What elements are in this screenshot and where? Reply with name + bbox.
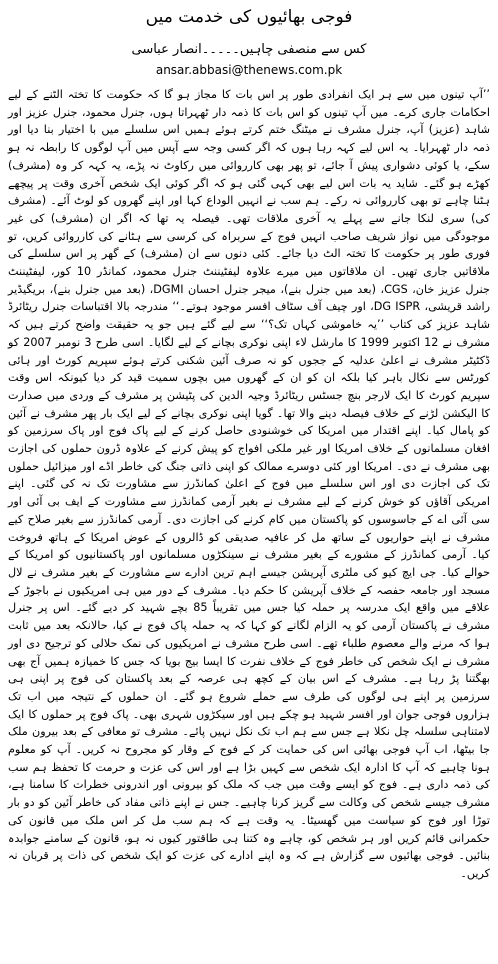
article-body: ’’آپ تینوں میں سے ہر ایک انفرادی طور پر اس بات کا مجاز ہو گا کہ حکومت کا تختہ الٹنے کے لیے احکامات جاری کرے۔ میں آپ تینوں کو اس بات کا ذمہ دار ٹھہراتا ہوں، جنرل محمود، جنرل عزیز اور شاہد (عزیز) آپ، جنرل مشرف نے میٹنگ ختم کرتے ہوئے ہمیں اس سلسلے میں با اختیار بنا دیا اور ذمہ دار ٹھہرایا۔ یہ اس لیے کہہ رہا ہوں کہ اگر کسی وجہ سے آپس میں آپ لوگوں کا رابطہ نہ ہو سکے، یا کوئی دشواری پیش آ جائے، تو پھر بھی کارروائی میں رکاوٹ نہ پڑے، یہ کہہ کر وہ (مشرف) کھڑے ہو گئے۔ شاید یہ بات اس لیے بھی کہی گئی ہو کہ اگر کوئی ایک شخص آخری وقت پر پیچھے ہٹنا چاہے تو بھی کارروائی نہ رکے۔ ہم سب نے انہیں الوداع کہا اور اپنے گھروں کو لوٹ آئے۔ (مشرف کی) سری لنکا جانے سے پہلے یہ آخری ملاقات تھی۔ فیصلہ یہ تھا کہ اگر ان (مشرف) کی غیر موجودگی میں نواز شریف صاحب انہیں فوج کے سربراہ کی کرسی سے ہٹانے کی کارروائی کریں، تو فوری طور پر حکومت کا تختہ الٹ دیا جائے۔ کئی دنوں سے ان (مشرف) کے گھر پر اس سلسلے کی ملاقاتیں جاری تھیں۔ ان ملاقاتوں میں میرے علاوہ لیفٹیننٹ جنرل محمود، کمانڈر 10 کور، لیفٹیننٹ جنرل عزیز خان، CGS، (بعد میں جنرل بنے)، میجر جنرل احسان DGMI، (بعد میں جنرل بنے)، بریگیڈیر راشد قریشی، DG ISPR، اور چیف آف سٹاف افسر موجود ہوتے۔‘‘ مندرجہ بالا اقتباسات جنرل ریٹائرڈ شاہد عزیز کی کتاب ’’یہ خاموشی کہاں تک؟‘‘ سے لیے گئے ہیں جو یہ حقیقت واضح کرتے ہیں کہ مشرف نے 12 اکتوبر 1999 کا مارشل لاء اپنی نوکری بچانے کے لیے لگایا۔ اسی طرح 3 نومبر 2007 کو ڈکٹیٹر مشرف نے اعلیٰ عدلیہ کے ججوں کو نہ صرف آئین شکنی کرتے ہوئے سپریم کورٹ اور ہائی کورٹس سے نکال باہر کیا بلکہ ان کو ان کے گھروں میں بچوں سمیت قید کر دیا کیونکہ اس وقت سپریم کورٹ کا ایک لارجر بنچ جسٹس ریٹائرڈ وجیہ الدین کی پٹیشن پر مشرف کے وردی میں صدارت کا الیکشن لڑنے کے خلاف فیصلہ دینے والا تھا۔ گویا اپنی نوکری بچانے کے لیے ایک بار پھر مشرف نے آئین کو پامال کیا۔ اپنے اقتدار میں امریکا کی خوشنودی حاصل کرنے کے لیے پاک فوج اور پاک سرزمین کو افغان مسلمانوں کے خلاف امریکا اور غیر ملکی افواج کو پیش کرنے کے علاوہ ڈرون حملوں کی اجازت بھی مشرف نے دی۔ امریکا اور کئی دوسرے ممالک کو اپنی ذاتی جنگ کی خاطر اڈے اور میزائیل حملوں تک کی اجازت دی اور اس سلسلے میں فوج کے اعلیٰ کمانڈرز سے مشاورت تک نہ کی گئی۔ اپنے امریکی آقاؤں کو خوش کرنے کے لیے مشرف نے بغیر آرمی کمانڈرز سے مشاورت کے ایف بی آئی اور سی آئی اے کے جاسوسوں کو پاکستان میں کام کرنے کی اجازت دی۔ آرمی کمانڈرز سے بغیر صلاح کیے مشرف نے اپنے حواریوں کے ساتھ مل کر عافیہ صدیقی کو ڈالروں کے عوض امریکا کے ہاتھ فروخت کیا۔ آرمی کمانڈرز کے مشورے کے بغیر مشرف نے سینکڑوں مسلمانوں اور پاکستانیوں کو امریکا کے حوالے کیا۔ جی ایچ کیو کی ملٹری آپریشن جیسے اہم ترین ادارے سے مشاورت کے بغیر مشرف نے لال مسجد اور جامعہ حفصہ کے خلاف آپریشن کا حکم دیا۔ مشرف کے دور میں ہی امریکیوں نے باجوڑ کے علاقے میں واقع ایک مدرسہ پر حملہ کیا جس میں تقریباً 85 بچے شہید کر دیے گئے۔ اس پر جنرل مشرف نے پاکستان آرمی کو یہ الزام لگانے کو کہا کہ یہ حملہ پاک فوج نے کیا، حالانکہ بعد میں ثابت ہوا کہ مرنے والے معصوم طلباء تھے۔ اسی طرح مشرف نے امریکیوں کی نمک حلالی کو ترجیح دی اور مشرف نے ایک شخص کی خاطر فوج کے خلاف نفرت کا ایسا بیج بویا کہ جس کا خمیازہ ہمیں آج بھی بھگتنا پڑ رہا ہے۔ مشرف کے اس بیان کے کچھ ہی عرصہ کے بعد پاکستان کی فوج پر اپنی ہی سرزمین پر اپنے ہی لوگوں کی طرف سے حملے شروع ہو گئے۔ ان حملوں کے نتیجہ میں اب تک ہزاروں فوجی جوان اور افسر شہید ہو چکے ہیں اور سیکڑوں شہری بھی۔ پاک فوج پر حملوں کا ایک لامتناہی سلسلہ چل نکلا ہے جس سے ہم اب تک نکل نہیں پائے۔ مشرف تو معافی کے بعد بیرون ملک جا بیٹھا، اب آپ فوجی بھائی اس کی حمایت کر کے فوج کے وقار کو مجروح نہ کریں۔ آپ کو معلوم ہونا چاہیے کہ آپ کا ادارہ ایک شخص سے کہیں بڑا ہے اور اس کی عزت و حرمت کا تحفظ ہم سب کی ذمہ داری ہے۔ فوج کو ایسے وقت میں جب کہ ملک کو بیرونی اور اندرونی خطرات کا سامنا ہے، مشرف جیسے شخص کی وکالت سے گریز کرنا چاہیے۔ جس نے اپنے ذاتی مفاد کی خاطر آئین کو دو بار توڑا اور فوج کو سیاست میں گھسیٹا۔ یہ وقت ہے کہ ہم سب مل کر اس ملک میں قانون کی حکمرانی قائم کریں اور ہر شخص کو، چاہے وہ کتنا ہی طاقتور کیوں نہ ہو، قانون کے سامنے جوابدہ بنائیں۔ فوجی بھائیوں سے گزارش ہے کہ وہ اپنے ادارے کی عزت کو ایک شخص کی ذات پر قربان نہ کریں۔ — [8, 88, 491, 880]
article-byline: کس سے منصفی چاہیں۔۔۔۔۔انصار عباسی — [131, 42, 367, 57]
article-title: فوجی بھائیوں کی خدمت میں — [145, 7, 353, 27]
author-email: ansar.abbasi@thenews.com.pk — [155, 63, 343, 77]
